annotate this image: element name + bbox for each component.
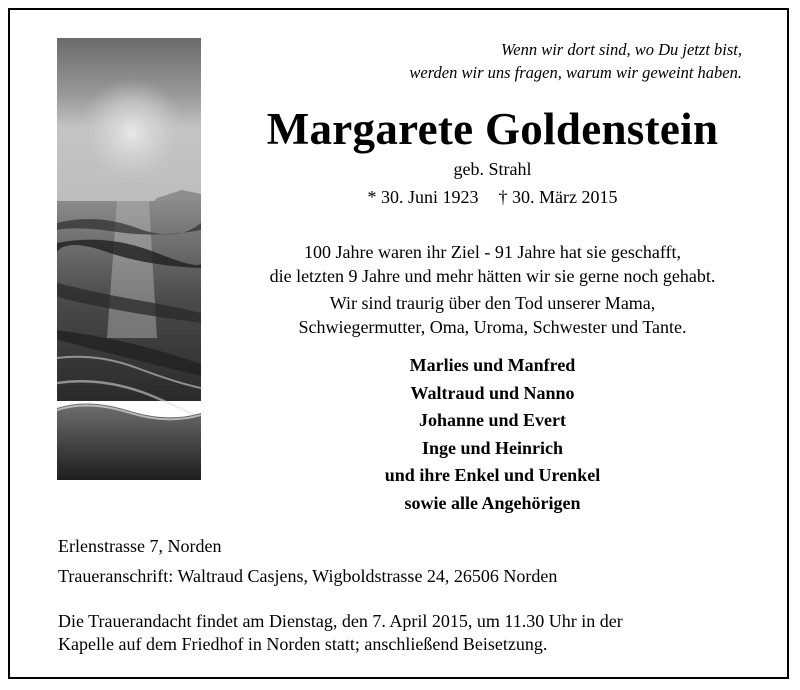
deceased-name: Margarete Goldenstein	[266, 104, 719, 154]
mourner-entry: sowie alle Angehörigen	[404, 492, 581, 513]
memorial-quote	[409, 38, 742, 84]
sea-sunset-image	[57, 38, 201, 480]
quote-line-1: Wenn wir dort sind, wo Du jetzt bist,	[501, 40, 742, 59]
mourner-entry: Waltraud und Nanno	[410, 382, 575, 403]
life-dates	[215, 186, 770, 208]
poem-line: Wir sind traurig über den Tod unserer Mama,	[329, 293, 656, 313]
mourners-list	[215, 352, 770, 517]
mourner-entry: Johanne und Evert	[418, 410, 567, 430]
mourning-address: Traueranschrift: Waltraud Casjens, Wigboldstrasse 24, 26506 Norden	[58, 566, 558, 586]
service-info	[58, 610, 623, 656]
poem-line: die letzten 9 Jahre und mehr hätten wir sie gerne noch gehabt.	[269, 265, 716, 286]
poem-line: 100 Jahre waren ihr Ziel - 91 Jahre hat sie geschafft,	[303, 242, 682, 262]
death-date: † 30. März 2015	[498, 187, 618, 207]
poem-line: Schwiegermutter, Oma, Uroma, Schwester und Tante.	[298, 316, 687, 337]
service-line-2: Kapelle auf dem Friedhof in Norden statt; anschließend Beisetzung.	[58, 634, 548, 654]
service-line-1: Die Trauerandacht findet am Dienstag, den 7. April 2015, um 11.30 Uhr in der	[58, 611, 623, 631]
mourner-entry: Marlies und Manfred	[409, 355, 576, 375]
mourner-entry: Inge und Heinrich	[421, 437, 564, 458]
memorial-poem	[215, 241, 770, 339]
home-address: Erlenstrasse 7, Norden	[58, 536, 222, 556]
maiden-name: geb. Strahl	[453, 159, 532, 179]
quote-line-2: werden wir uns fragen, warum wir geweint haben.	[409, 63, 742, 82]
birth-date: * 30. Juni 1923	[367, 187, 479, 207]
mourner-entry: und ihre Enkel und Urenkel	[384, 465, 601, 485]
